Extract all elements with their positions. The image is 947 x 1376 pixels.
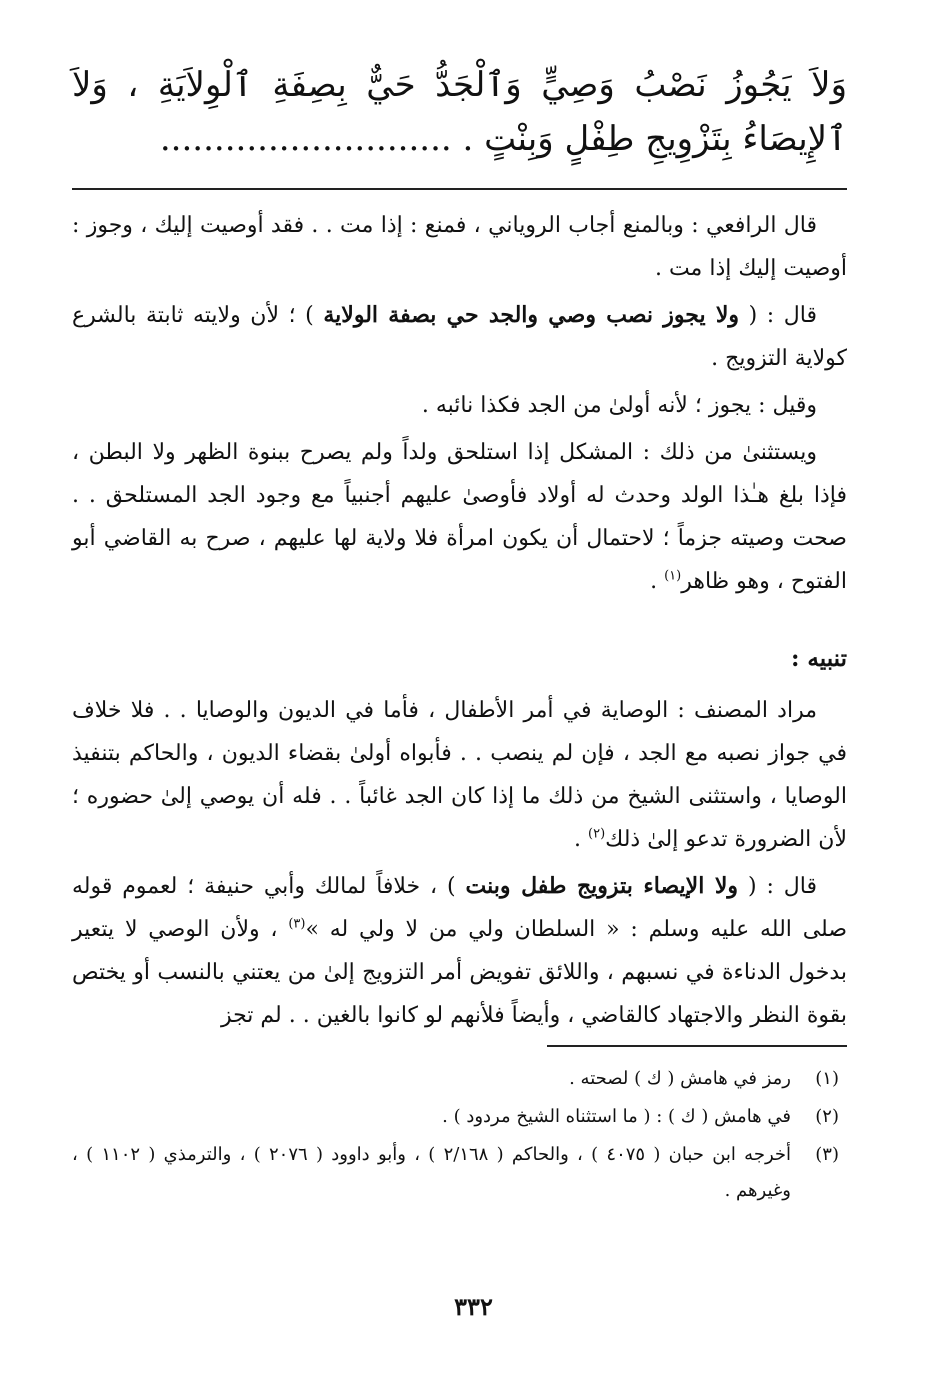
paragraph-3 bbox=[72, 384, 847, 427]
tanbih-paragraph-2-quote: ولا الإيصاء بتزويج طفل وبنت bbox=[465, 873, 739, 899]
footnote-ref-2[interactable]: (٢) bbox=[588, 826, 606, 842]
footnote-2-text: في هامش ( ك ) : ( ما استثناه الشيخ مردود ) . bbox=[442, 1106, 791, 1127]
tanbih-paragraph-2 bbox=[72, 865, 847, 1037]
paragraph-4 bbox=[72, 431, 847, 603]
footnote-3-number: (٣) bbox=[815, 1144, 839, 1165]
footnote-2-number: (٢) bbox=[815, 1106, 839, 1127]
tanbih-paragraph-2-post-b: ، ولأن الوصي لا يتعير بدخول الدناءة في نسبهم ، واللائق تفويض أمر التزويج إلىٰ من يعتني بالنسب أو يختص بقوة النظر والاجتهاد كالقاضي ، وأيضاً فلأنهم لو كانوا بالغين . . لم تجز bbox=[72, 917, 847, 1028]
matn-text bbox=[72, 58, 847, 166]
paragraph-4-text: ويستثنىٰ من ذلك : المشكل إذا استلحق ولداً ولم يصرح ببنوة الظهر ولا البطن ، فإذا بلغ هـٰذا الولد وحدث له أولاد فأوصىٰ عليهم أجنبياً مع وجود الجد المستلحق . . صحت وصيته جزماً ؛ لاحتمال أن يكون امرأة فلا ولاية لها عليهم ، صرح به القاضي أبو الفتوح ، وهو ظاهر bbox=[72, 440, 847, 594]
footnote-divider bbox=[547, 1045, 847, 1047]
footnotes bbox=[72, 1061, 847, 1209]
matn-line: وَلاَ يَجُوزُ نَصْبُ وَصِيٍّ وَٱلْجَدُّ حَيٌّ بِصِفَةِ ٱلْوِلاَيَةِ ، وَلاَ ٱلإِيصَاءُ بِتَزْوِيجِ طِفْلٍ وَبِنْتٍ . bbox=[72, 65, 847, 159]
tanbih-paragraph-1 bbox=[72, 689, 847, 861]
footnote-2 bbox=[72, 1099, 839, 1135]
paragraph-4-end: . bbox=[650, 569, 665, 594]
paragraph-3-text: وقيل : يجوز ؛ لأنه أولىٰ من الجد فكذا نائبه . bbox=[421, 393, 817, 418]
paragraph-2-quote: ولا يجوز نصب وصي والجد حي بصفة الولاية bbox=[323, 302, 740, 328]
tanbih-paragraph-1-end: . bbox=[574, 827, 589, 852]
matn-dots: ........................... bbox=[159, 119, 452, 159]
tanbih-paragraph-2-post-a: ) ، خلافاً لمالك وأبي حنيفة ؛ لعموم قوله صلى الله عليه وسلم : « السلطان ولي من لا ولي له » bbox=[72, 874, 847, 942]
tanbih-heading: تنبيه : bbox=[790, 645, 847, 672]
paragraph-2-pre: قال : ( bbox=[739, 303, 817, 328]
footnote-1-text: رمز في هامش ( ك ) لصحته . bbox=[569, 1068, 791, 1089]
matn-divider bbox=[72, 188, 847, 190]
footnote-ref-1[interactable]: (١) bbox=[664, 568, 682, 584]
footnote-ref-3[interactable]: (٣) bbox=[288, 916, 306, 932]
paragraph-2 bbox=[72, 294, 847, 380]
commentary bbox=[72, 204, 847, 1037]
page-number: ٣٣٢ bbox=[454, 1292, 493, 1321]
footnote-1-number: (١) bbox=[815, 1068, 839, 1089]
footnote-3 bbox=[72, 1137, 839, 1209]
tanbih-paragraph-2-pre: قال : ( bbox=[738, 874, 817, 899]
paragraph-1-text: قال الرافعي : وبالمنع أجاب الروياني ، فمنع : إذا مت . . فقد أوصيت إليك ، وجوز : أوصيت إليك إذا مت . bbox=[72, 213, 847, 281]
paragraph-2-post: ) ؛ لأن ولايته ثابتة بالشرع كولاية التزويج . bbox=[72, 303, 847, 371]
footnote-3-text: أخرجه ابن حبان ( ٤٠٧٥ ) ، والحاكم ( ٢/١٦٨ ) ، وأبو داوود ( ٢٠٧٦ ) ، والترمذي ( ١١٠٢ ) ، وغيرهم . bbox=[72, 1144, 792, 1201]
footnote-1 bbox=[72, 1061, 839, 1097]
tanbih-paragraph-1-text: مراد المصنف : الوصاية في أمر الأطفال ، فأما في الديون والوصايا . . فلا خلاف في جواز نصبه مع الجد ، فإن لم ينصب . . فأبواه أولىٰ بقضاء الديون ، والحاكم بتنفيذ الوصايا ، واستثنى الشيخ من ذلك ما إذا كان الجد غائباً . . فله أن يوصي إلىٰ حضوره ؛ لأن الضرورة تدعو إلىٰ ذلك bbox=[72, 698, 847, 852]
paragraph-1 bbox=[72, 204, 847, 290]
